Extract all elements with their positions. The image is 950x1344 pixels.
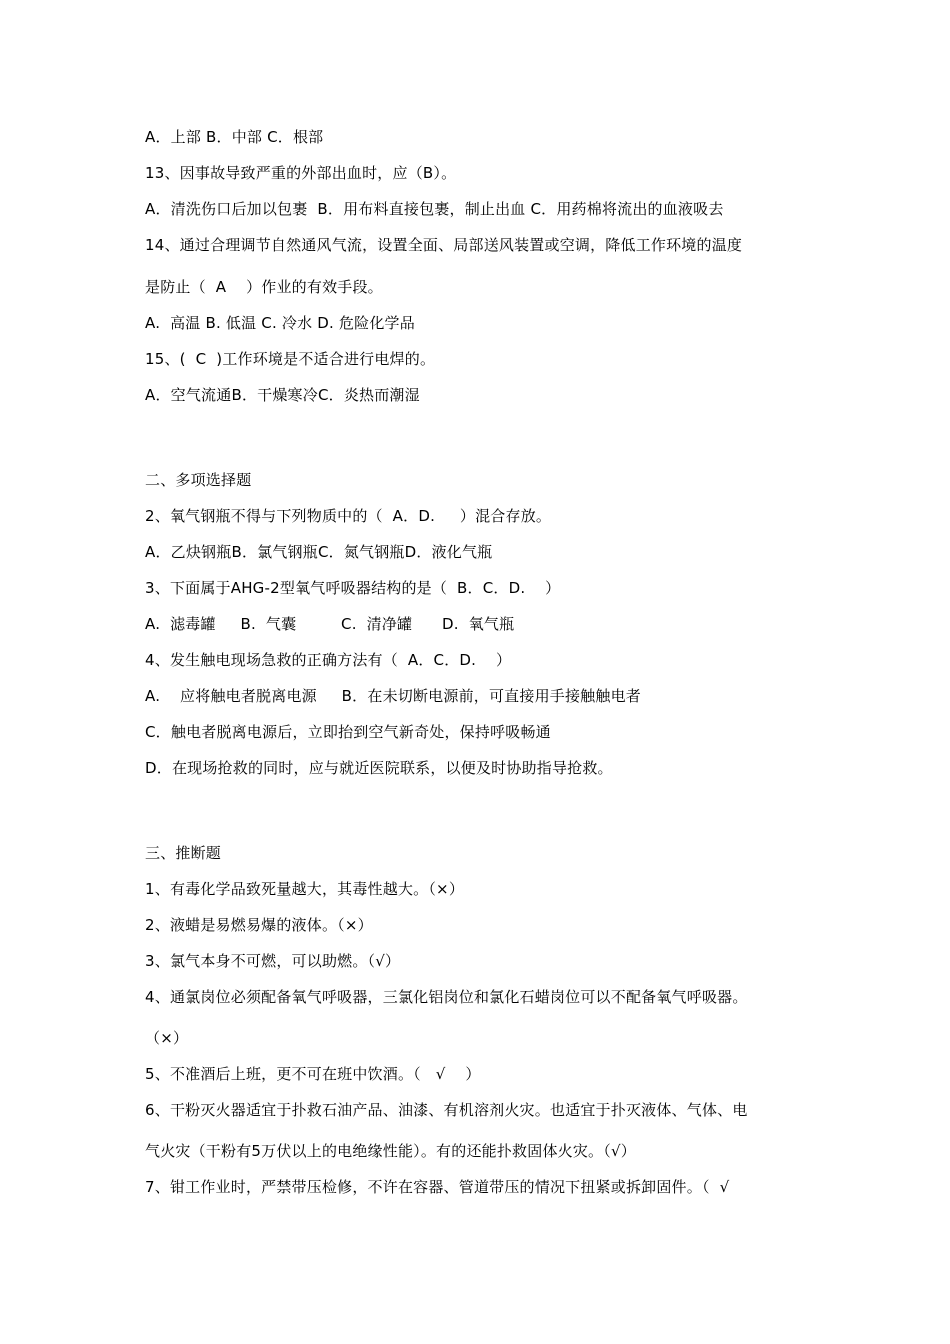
multi-options-4-ab: A. 应将触电者脱离电源 B．在未切断电源前，可直接用手接触触电者 [145, 687, 641, 705]
multi-question-3: 3、下面属于AHG-2型氧气呼吸器结构的是（ B．C．D. ） [145, 579, 561, 597]
judge-1: 1、有毒化学品致死量越大，其毒性越大。（×） [145, 880, 465, 898]
judge-4-answer: （×） [145, 1029, 189, 1047]
judge-4: 4、通氯岗位必须配备氧气呼吸器，三氯化铝岗位和氯化石蜡岗位可以不配备氧气呼吸器。 [145, 988, 748, 1006]
judge-5: 5、不准酒后上班，更不可在班中饮酒。（ √ ） [145, 1065, 481, 1083]
judge-6-cont: 气火灾（干粉有5万伏以上的电绝缘性能）。有的还能扑救固体火灾。（√） [145, 1142, 636, 1160]
question-14-cont: 是防止（ A ）作业的有效手段。 [145, 278, 383, 296]
multi-options-4-d: D．在现场抢救的同时，应与就近医院联系，以便及时协助指导抢救。 [145, 759, 613, 777]
option-line-q15: A．空气流通B．干燥寒冷C．炎热而潮湿 [145, 386, 420, 404]
judge-3: 3、氯气本身不可燃，可以助燃。（√） [145, 952, 401, 970]
multi-options-3: A. 滤毒罐 B. 气囊 C. 清净罐 D. 氧气瓶 [145, 615, 515, 633]
question-15: 15、( C )工作环境是不适合进行电焊的。 [145, 350, 436, 368]
question-14: 14、通过合理调节自然通风气流，设置全面、局部送风装置或空调，降低工作环境的温度 [145, 236, 743, 254]
option-line-q14: A. 高温 B. 低温 C. 冷水 D. 危险化学品 [145, 314, 415, 332]
option-line-q13: A．清洗伤口后加以包裹 B．用布料直接包裹，制止出血 C．用药棉将流出的血液吸去 [145, 200, 724, 218]
section-heading-multi: 二、多项选择题 [145, 471, 252, 489]
option-line-q12: A．上部 B．中部 C．根部 [145, 128, 324, 146]
judge-6: 6、干粉灭火器适宜于扑救石油产品、油漆、有机溶剂火灾。也适宜于扑灭液体、气体、电 [145, 1101, 748, 1119]
judge-2: 2、液蜡是易燃易爆的液体。（×） [145, 916, 373, 934]
question-13: 13、因事故导致严重的外部出血时，应（B）。 [145, 164, 457, 182]
multi-question-4: 4、发生触电现场急救的正确方法有（ A．C．D. ） [145, 651, 512, 669]
section-heading-judge: 三、推断题 [145, 844, 222, 862]
multi-options-4-c: C．触电者脱离电源后，立即抬到空气新奇处，保持呼吸畅通 [145, 723, 551, 741]
judge-7: 7、钳工作业时，严禁带压检修，不许在容器、管道带压的情况下扭紧或拆卸固件。（ √ [145, 1178, 730, 1196]
multi-question-2: 2、氧气钢瓶不得与下列物质中的（ A．D. ）混合存放。 [145, 507, 552, 525]
multi-options-2: A．乙炔钢瓶B．氯气钢瓶C．氮气钢瓶D．液化气瓶 [145, 543, 493, 561]
